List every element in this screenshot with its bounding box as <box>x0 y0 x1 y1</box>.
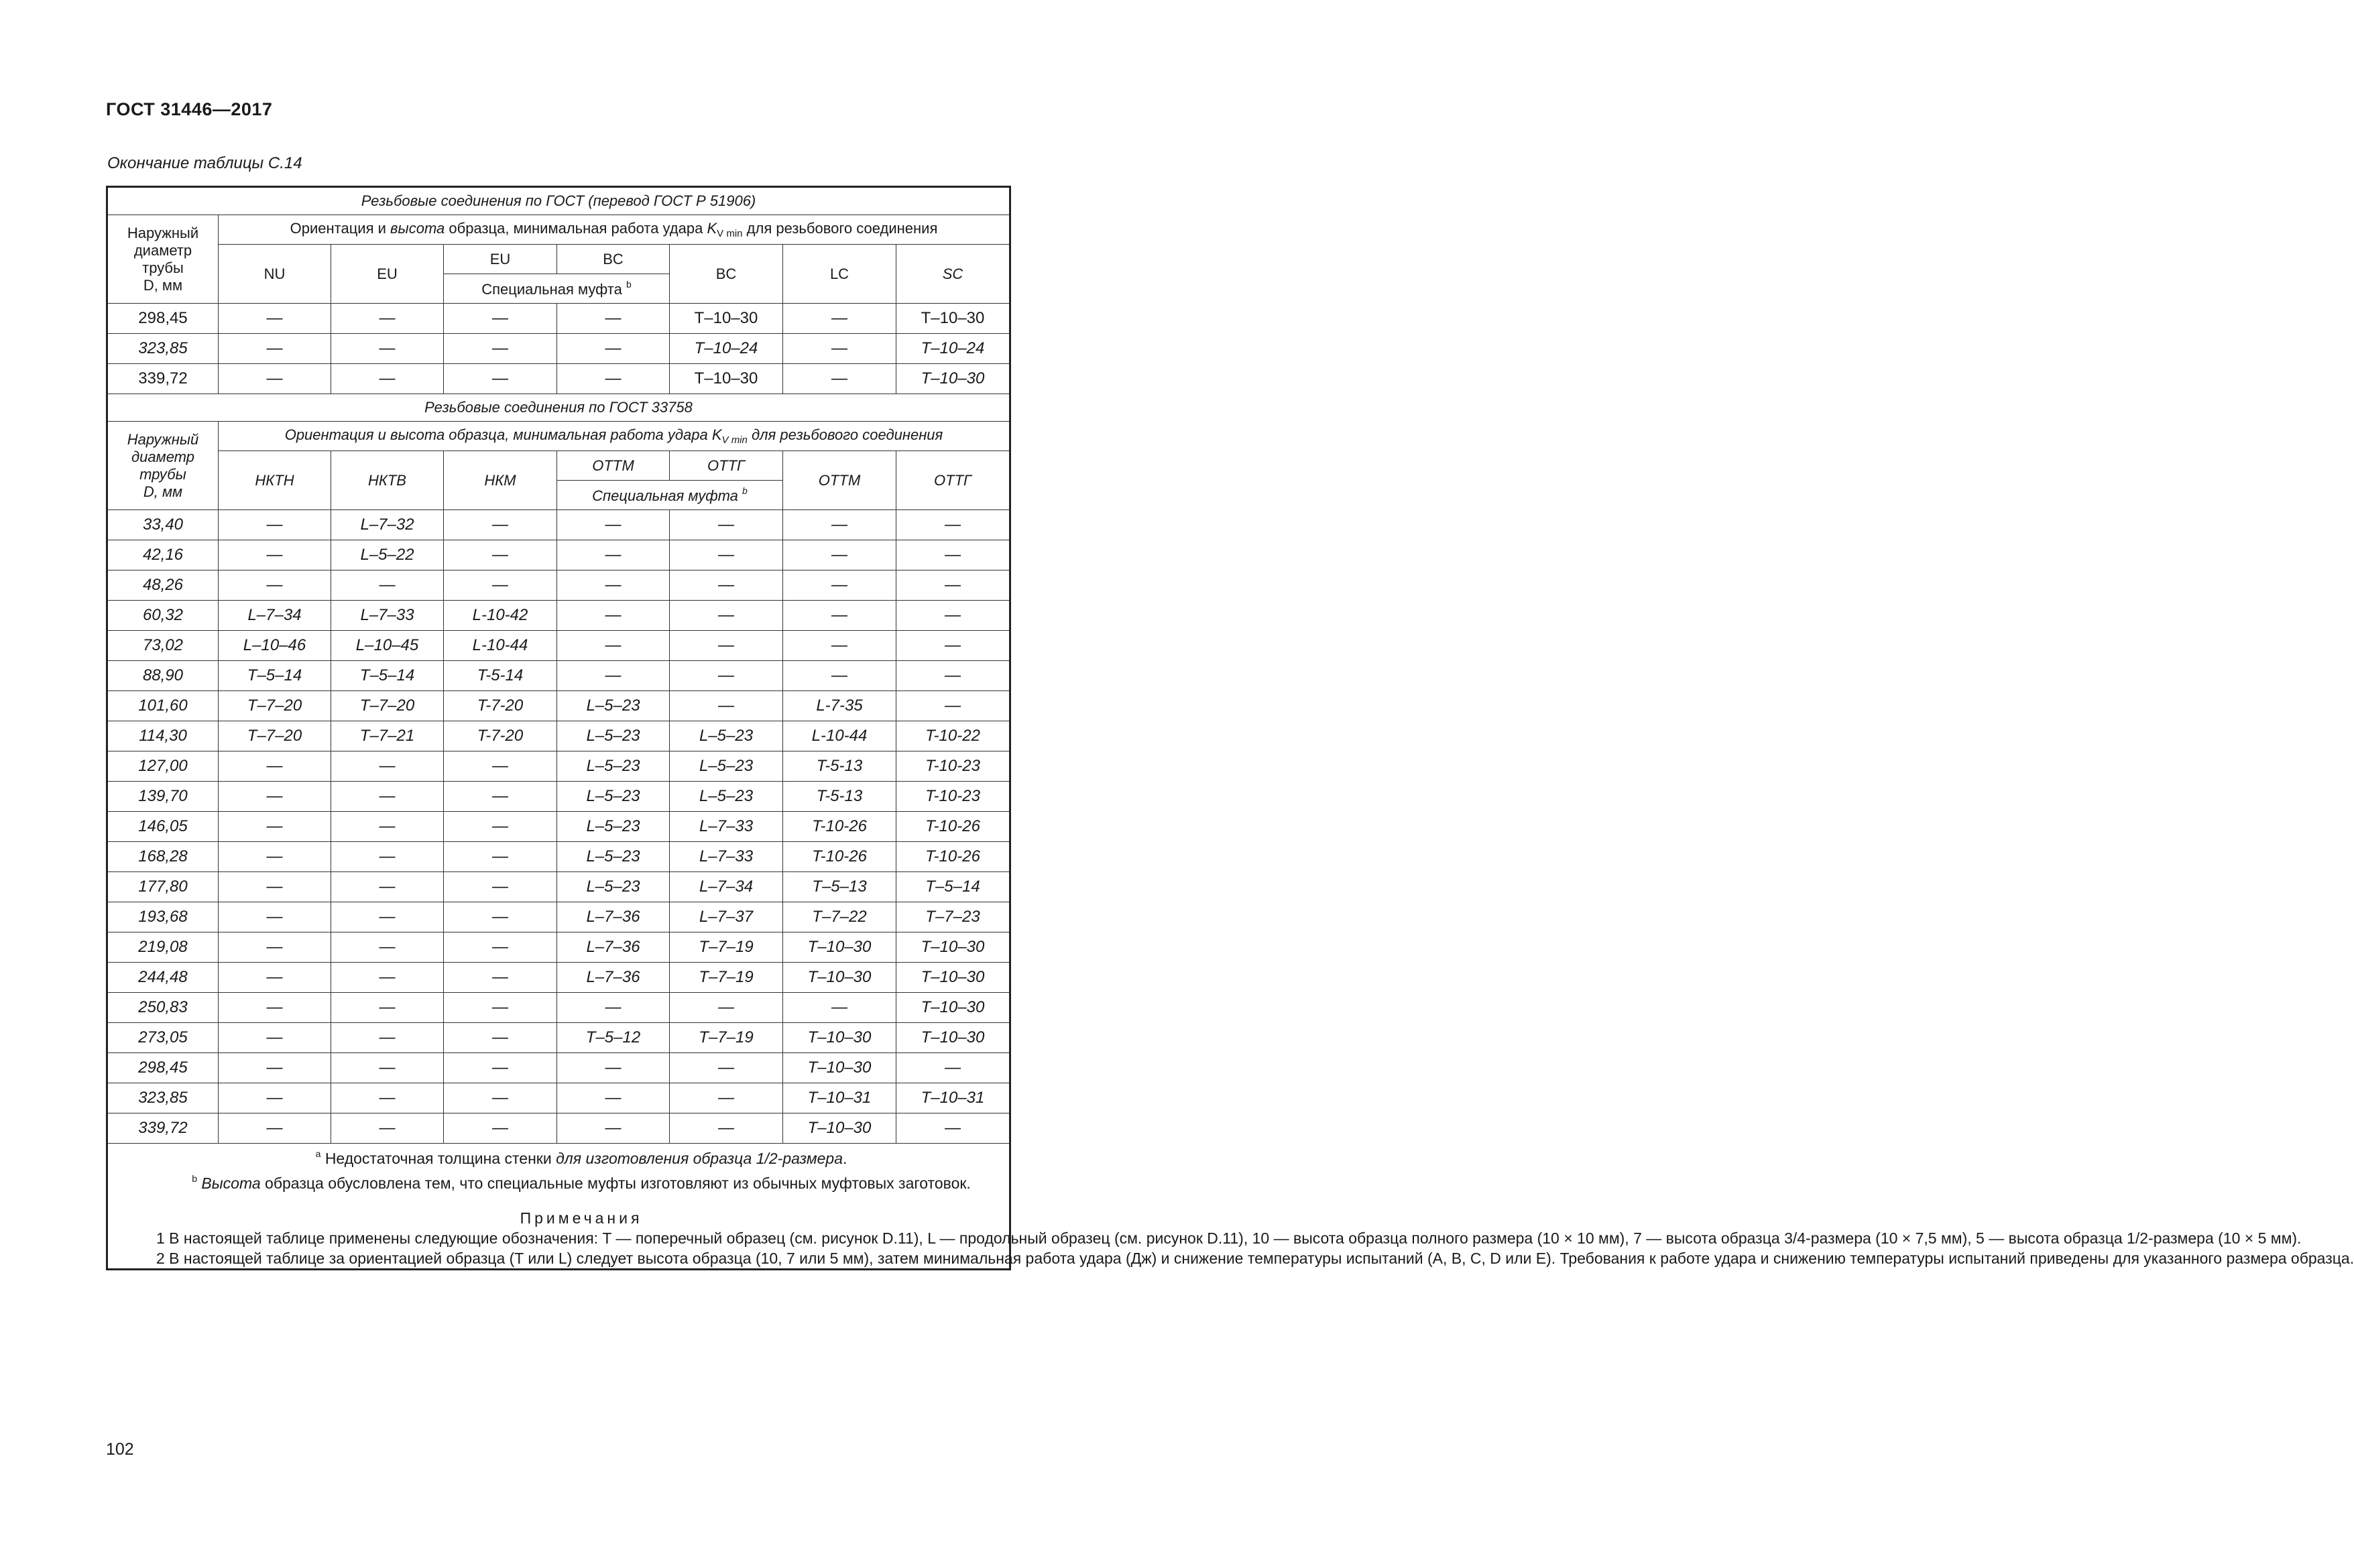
value-cell: — <box>444 510 557 540</box>
table-row <box>107 932 1010 963</box>
value-cell: — <box>783 510 896 540</box>
table-row <box>107 510 1010 540</box>
diameter-cell: 339,72 <box>107 364 219 394</box>
value-cell: — <box>331 872 444 902</box>
value-cell: — <box>670 993 783 1023</box>
value-cell: L–5–23 <box>557 872 670 902</box>
value-cell: — <box>557 304 670 334</box>
value-cell: T–7–20 <box>331 691 444 721</box>
value-cell: L–10–46 <box>219 631 331 661</box>
value-cell: L-10-42 <box>444 601 557 631</box>
diameter-header-2: Наружный диаметр трубы D, мм <box>107 422 219 510</box>
col-header-ottg-special: ОТТГ <box>670 451 783 481</box>
value-cell: L–7–33 <box>670 842 783 872</box>
value-cell: — <box>670 661 783 691</box>
value-cell: L–5–23 <box>557 721 670 751</box>
value-cell: — <box>331 1023 444 1053</box>
page-number: 102 <box>106 1440 134 1459</box>
value-cell: T–10–30 <box>896 932 1010 963</box>
diameter-cell: 48,26 <box>107 570 219 601</box>
value-cell: — <box>896 601 1010 631</box>
value-cell: — <box>444 1083 557 1113</box>
value-cell: — <box>670 1083 783 1113</box>
value-cell: T–10–30 <box>896 993 1010 1023</box>
value-cell: — <box>896 1053 1010 1083</box>
value-cell: — <box>219 872 331 902</box>
section2-body <box>107 510 1010 1144</box>
value-cell: T–5–13 <box>783 872 896 902</box>
table-row <box>107 872 1010 902</box>
table-caption: Окончание таблицы С.14 <box>107 154 302 172</box>
value-cell: — <box>557 1113 670 1144</box>
value-cell: L–7–37 <box>670 902 783 932</box>
diameter-cell: 298,45 <box>107 1053 219 1083</box>
diameter-cell: 146,05 <box>107 812 219 842</box>
value-cell: T–10–30 <box>896 1023 1010 1053</box>
value-cell: T–7–23 <box>896 902 1010 932</box>
value-cell: — <box>783 631 896 661</box>
value-cell: T–5–14 <box>331 661 444 691</box>
value-cell: L–5–23 <box>557 842 670 872</box>
value-cell: — <box>219 570 331 601</box>
value-cell: — <box>444 1023 557 1053</box>
value-cell: — <box>219 812 331 842</box>
value-cell: — <box>219 510 331 540</box>
col-header-bc: BC <box>670 245 783 304</box>
value-cell: — <box>444 1053 557 1083</box>
table-row <box>107 631 1010 661</box>
value-cell: — <box>557 993 670 1023</box>
col-header-nkm: НКМ <box>444 451 557 510</box>
value-cell: L–7–34 <box>670 872 783 902</box>
value-cell: — <box>444 304 557 334</box>
value-cell: — <box>670 540 783 570</box>
value-cell: L–7–33 <box>331 601 444 631</box>
value-cell: — <box>670 570 783 601</box>
value-cell: — <box>331 1083 444 1113</box>
value-cell: — <box>331 902 444 932</box>
value-cell: T–7–20 <box>219 691 331 721</box>
diameter-cell: 339,72 <box>107 1113 219 1144</box>
table-row <box>107 782 1010 812</box>
value-cell: — <box>331 570 444 601</box>
table-row <box>107 963 1010 993</box>
value-cell: — <box>557 1053 670 1083</box>
value-cell: L–7–36 <box>557 963 670 993</box>
table-row <box>107 902 1010 932</box>
diameter-cell: 88,90 <box>107 661 219 691</box>
value-cell: — <box>331 993 444 1023</box>
col-header-bc-special: BC <box>557 245 670 274</box>
value-cell: T–10–30 <box>783 1023 896 1053</box>
value-cell: — <box>557 631 670 661</box>
col-header-lc: LC <box>783 245 896 304</box>
diameter-cell: 177,80 <box>107 872 219 902</box>
value-cell: — <box>219 304 331 334</box>
diameter-cell: 323,85 <box>107 334 219 364</box>
value-cell: — <box>331 782 444 812</box>
diameter-cell: 298,45 <box>107 304 219 334</box>
diameter-cell: 250,83 <box>107 993 219 1023</box>
value-cell: T–10–30 <box>896 364 1010 394</box>
value-cell: — <box>444 963 557 993</box>
special-coupling-header: Специальная муфта $^b$ <box>444 274 670 304</box>
value-cell: T–7–19 <box>670 1023 783 1053</box>
value-cell: — <box>557 661 670 691</box>
notes-title: Примечания <box>520 1209 643 1227</box>
value-cell: L–5–23 <box>557 812 670 842</box>
value-cell: T-10-23 <box>896 751 1010 782</box>
value-cell: — <box>670 691 783 721</box>
table-row <box>107 661 1010 691</box>
value-cell: — <box>444 1113 557 1144</box>
value-cell: T-5-14 <box>444 661 557 691</box>
value-cell: — <box>219 1053 331 1083</box>
diameter-cell: 168,28 <box>107 842 219 872</box>
value-cell: — <box>557 364 670 394</box>
value-cell: — <box>331 932 444 963</box>
table-row <box>107 993 1010 1023</box>
value-cell: — <box>331 334 444 364</box>
value-cell: — <box>219 751 331 782</box>
value-cell: — <box>557 540 670 570</box>
diameter-cell: 101,60 <box>107 691 219 721</box>
value-cell: — <box>783 601 896 631</box>
table-row <box>107 1083 1010 1113</box>
value-cell: — <box>670 601 783 631</box>
table-row <box>107 812 1010 842</box>
diameter-cell: 73,02 <box>107 631 219 661</box>
diameter-cell: 244,48 <box>107 963 219 993</box>
value-cell: L-10-44 <box>444 631 557 661</box>
table-row <box>107 570 1010 601</box>
value-cell: T-5-13 <box>783 782 896 812</box>
table-row <box>107 1113 1010 1144</box>
note-2: 2 В настоящей таблице за ориентацией образца (T или L) следует высота образца (10, 7 или 5 мм), затем минимальная работа удара (Дж) и снижение температуры испытаний (A, B, C, D или E). Требования к работе удара и снижению температуры испытаний приведены для указанного размера образца. <box>156 1250 2354 1267</box>
col-header-ottm-special: ОТТМ <box>557 451 670 481</box>
value-cell: — <box>219 932 331 963</box>
table-row <box>107 1053 1010 1083</box>
value-cell: — <box>444 782 557 812</box>
value-cell: T–10–30 <box>783 1053 896 1083</box>
value-cell: T–10–30 <box>783 932 896 963</box>
value-cell: — <box>444 812 557 842</box>
value-cell: — <box>896 691 1010 721</box>
value-cell: — <box>331 1113 444 1144</box>
value-cell: — <box>783 364 896 394</box>
value-cell: — <box>783 661 896 691</box>
diameter-cell: 42,16 <box>107 540 219 570</box>
value-cell: L–5–23 <box>670 721 783 751</box>
section1-title: Резьбовые соединения по ГОСТ (перевод ГОСТ Р 51906) <box>107 187 1010 215</box>
diameter-cell: 114,30 <box>107 721 219 751</box>
value-cell: T–10–31 <box>896 1083 1010 1113</box>
value-cell: — <box>896 1113 1010 1144</box>
value-cell: — <box>331 751 444 782</box>
value-cell: T-10-26 <box>783 812 896 842</box>
value-cell: — <box>670 1113 783 1144</box>
value-cell: — <box>896 661 1010 691</box>
impact-test-table <box>106 186 2354 1270</box>
value-cell: L–7–36 <box>557 932 670 963</box>
value-cell: L–5–23 <box>670 751 783 782</box>
value-cell: — <box>444 902 557 932</box>
col-header-nktv: НКТВ <box>331 451 444 510</box>
value-cell: L–7–36 <box>557 902 670 932</box>
value-cell: — <box>219 902 331 932</box>
value-cell: T-10-26 <box>783 842 896 872</box>
value-cell: — <box>444 540 557 570</box>
col-header-ottm: ОТТМ <box>783 451 896 510</box>
value-cell: L–5–23 <box>557 691 670 721</box>
value-cell: L–5–23 <box>557 782 670 812</box>
value-cell: T–10–31 <box>783 1083 896 1113</box>
note-1: 1 В настоящей таблице применены следующие обозначения: T — поперечный образец (см. рисунок D.11), L — продольный образец (см. рисунок D.11), 10 — высота образца полного размера (10 × 10 мм), 7 — высота образца 3/4-размера (10 × 7,5 мм), 5 — высота образца 1/2-размера (10 × 5 мм). <box>156 1229 2302 1247</box>
value-cell: — <box>219 1113 331 1144</box>
table-row <box>107 1023 1010 1053</box>
section2-title: Резьбовые соединения по ГОСТ 33758 <box>107 394 1010 422</box>
value-cell: T-5-13 <box>783 751 896 782</box>
value-cell: T–10–24 <box>670 334 783 364</box>
col-header-nktn: НКТН <box>219 451 331 510</box>
diameter-cell: 127,00 <box>107 751 219 782</box>
value-cell: T–7–22 <box>783 902 896 932</box>
value-cell: — <box>331 1053 444 1083</box>
value-cell: — <box>219 1083 331 1113</box>
value-cell: L-7-35 <box>783 691 896 721</box>
value-cell: — <box>783 540 896 570</box>
value-cell: — <box>783 334 896 364</box>
orientation-header-2: Ориентация и высота образца, минимальная работа удара $K_{V min}$ для резьбового соединения <box>219 422 1010 451</box>
value-cell: T–5–12 <box>557 1023 670 1053</box>
table-row <box>107 540 1010 570</box>
value-cell: — <box>444 993 557 1023</box>
table-notes <box>107 1144 2354 1270</box>
value-cell: — <box>896 570 1010 601</box>
footnote-a: $^a$ Недостаточная толщина стенки для изготовления образца 1/2-размера. <box>315 1148 847 1167</box>
value-cell: — <box>670 1053 783 1083</box>
value-cell: — <box>557 570 670 601</box>
value-cell: — <box>219 842 331 872</box>
value-cell: T–5–14 <box>896 872 1010 902</box>
value-cell: T–10–30 <box>896 963 1010 993</box>
table-row <box>107 334 1010 364</box>
value-cell: — <box>444 364 557 394</box>
value-cell: — <box>219 963 331 993</box>
orientation-header: Ориентация и высота образца, минимальная работа удара $K_{V min}$ для резьбового соединения <box>219 215 1010 245</box>
value-cell: — <box>557 510 670 540</box>
value-cell: — <box>331 304 444 334</box>
value-cell: — <box>219 993 331 1023</box>
value-cell: — <box>331 364 444 394</box>
value-cell: — <box>331 963 444 993</box>
value-cell: — <box>444 751 557 782</box>
value-cell: L–5–22 <box>331 540 444 570</box>
value-cell: T-7-20 <box>444 691 557 721</box>
value-cell: T–10–30 <box>783 1113 896 1144</box>
value-cell: — <box>557 1083 670 1113</box>
special-coupling-header-2: Специальная муфта $^b$ <box>557 481 783 510</box>
value-cell: — <box>331 812 444 842</box>
diameter-cell: 33,40 <box>107 510 219 540</box>
value-cell: L–7–32 <box>331 510 444 540</box>
value-cell: T-10-22 <box>896 721 1010 751</box>
value-cell: — <box>670 510 783 540</box>
value-cell: T–10–24 <box>896 334 1010 364</box>
value-cell: L–7–33 <box>670 812 783 842</box>
table-row <box>107 721 1010 751</box>
value-cell: T–10–30 <box>783 963 896 993</box>
value-cell: T–5–14 <box>219 661 331 691</box>
col-header-eu-special: EU <box>444 245 557 274</box>
section1-body <box>107 304 1010 394</box>
value-cell: — <box>444 842 557 872</box>
value-cell: — <box>783 304 896 334</box>
value-cell: — <box>219 334 331 364</box>
value-cell: T-10-23 <box>896 782 1010 812</box>
table-row <box>107 364 1010 394</box>
value-cell: T–7–20 <box>219 721 331 751</box>
value-cell: — <box>444 334 557 364</box>
diameter-cell: 60,32 <box>107 601 219 631</box>
value-cell: T–7–21 <box>331 721 444 751</box>
diameter-cell: 323,85 <box>107 1083 219 1113</box>
value-cell: T-10-26 <box>896 842 1010 872</box>
value-cell: T–7–19 <box>670 963 783 993</box>
value-cell: — <box>219 1023 331 1053</box>
table-row <box>107 751 1010 782</box>
value-cell: T–10–30 <box>670 304 783 334</box>
value-cell: — <box>219 364 331 394</box>
value-cell: — <box>219 782 331 812</box>
value-cell: — <box>896 540 1010 570</box>
value-cell: L–5–23 <box>557 751 670 782</box>
table-row <box>107 842 1010 872</box>
value-cell: — <box>444 570 557 601</box>
diameter-cell: 273,05 <box>107 1023 219 1053</box>
value-cell: T-10-26 <box>896 812 1010 842</box>
diameter-cell: 219,08 <box>107 932 219 963</box>
footnote-b: $^b$ Высота образца обусловлена тем, что специальные муфты изготовляют из обычных муфтовых заготовок. <box>192 1173 971 1192</box>
col-header-ottg: ОТТГ <box>896 451 1010 510</box>
document-code: ГОСТ 31446—2017 <box>106 99 273 119</box>
value-cell: — <box>219 540 331 570</box>
value-cell: T-7-20 <box>444 721 557 751</box>
value-cell: T–10–30 <box>670 364 783 394</box>
col-header-nu: NU <box>219 245 331 304</box>
table-row <box>107 304 1010 334</box>
diameter-cell: 193,68 <box>107 902 219 932</box>
value-cell: L-10-44 <box>783 721 896 751</box>
value-cell: — <box>783 993 896 1023</box>
diameter-header: Наружный диаметр трубы D, мм <box>107 215 219 304</box>
value-cell: L–10–45 <box>331 631 444 661</box>
value-cell: L–7–34 <box>219 601 331 631</box>
value-cell: — <box>557 601 670 631</box>
col-header-eu: EU <box>331 245 444 304</box>
table-row <box>107 601 1010 631</box>
table-row <box>107 691 1010 721</box>
col-header-sc: SC <box>896 245 1010 304</box>
value-cell: T–7–19 <box>670 932 783 963</box>
value-cell: T–10–30 <box>896 304 1010 334</box>
value-cell: — <box>444 872 557 902</box>
value-cell: — <box>783 570 896 601</box>
value-cell: — <box>896 631 1010 661</box>
value-cell: — <box>331 842 444 872</box>
value-cell: — <box>444 932 557 963</box>
value-cell: L–5–23 <box>670 782 783 812</box>
value-cell: — <box>896 510 1010 540</box>
value-cell: — <box>557 334 670 364</box>
value-cell: — <box>670 631 783 661</box>
diameter-cell: 139,70 <box>107 782 219 812</box>
